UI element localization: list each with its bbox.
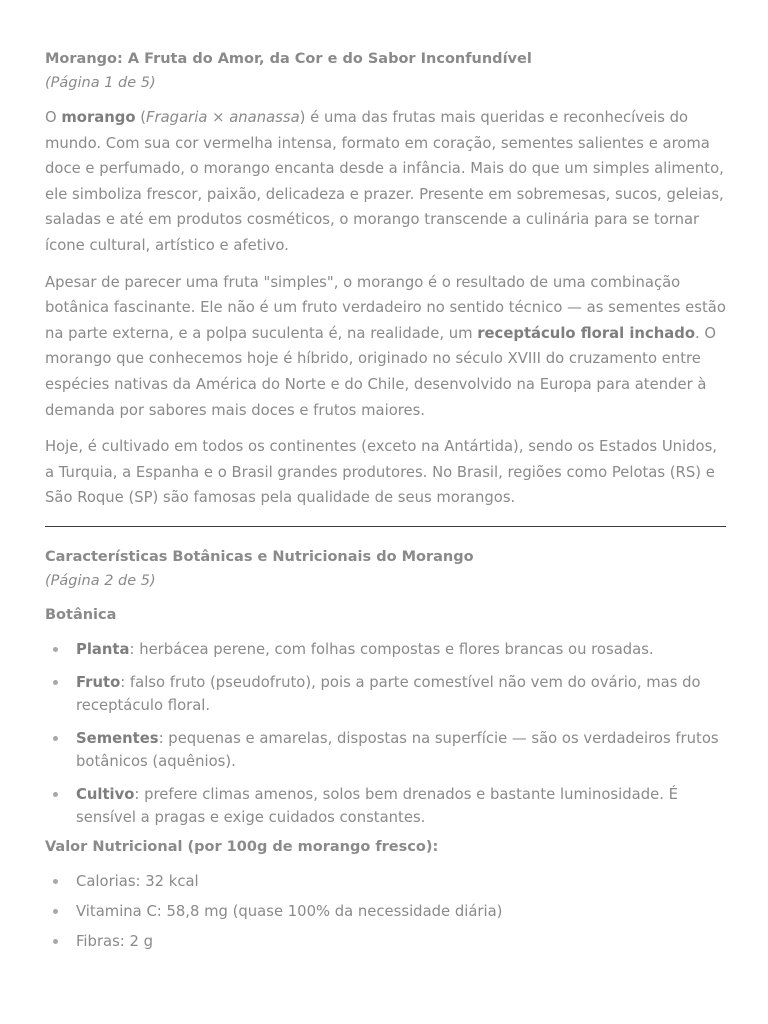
section-divider	[45, 526, 726, 527]
section-2-title: Características Botânicas e Nutricionais do Morango	[45, 548, 474, 565]
list-item: Fruto: falso fruto (pseudofruto), pois a parte comestível não vem do ovário, mas do receptáculo floral.	[45, 671, 726, 717]
intro-paragraph: O morango (Fragaria × ananassa) é uma das frutas mais queridas e reconhecíveis do mundo. Com sua cor vermelha intensa, formato em coração, sementes salientes e aroma doce e perfumado, o morango encanta desde a infância. Mais do que um simples alimento, ele simboliza frescor, paixão, delicadeza e prazer. Presente em sobremesas, sucos, geleias, saladas e até em produtos cosméticos, o morango transcende a culinária para se tornar ícone cultural, artístico e afetivo.	[45, 109, 724, 254]
section-2-page-number: (Página 2 de 5)	[45, 572, 156, 589]
list-item: Sementes: pequenas e amarelas, dispostas na superfície — são os verdadeiros frutos botânicos (aquênios).	[45, 727, 726, 773]
botanical-paragraph: Apesar de parecer uma fruta "simples", o morango é o resultado de uma combinação botânica fascinante. Ele não é um fruto verdadeiro no sentido técnico — as sementes estão na parte externa, e a polpa suculenta é, na realidade, um receptáculo floral inchado. O morango que conhecemos hoje é híbrido, originado no século XVIII do cruzamento entre espécies nativas da América do Norte e do Chile, desenvolvido na Europa para atender à demanda por sabores mais doces e frutos maiores.	[45, 273, 726, 419]
term-morango: morango	[61, 109, 136, 126]
cultivation-paragraph: Hoje, é cultivado em todos os continentes (exceto na Antártida), sendo os Estados Unidos, a Turquia, a Espanha e o Brasil grandes produtores. No Brasil, regiões como Pelotas (RS) e São Roque (SP) são famosas pela qualidade de seus morangos.	[45, 438, 718, 507]
nutrition-heading: Valor Nutricional (por 100g de morango fresco):	[45, 838, 439, 855]
list-item: Vitamina C: 58,8 mg (quase 100% da necessidade diária)	[45, 900, 726, 923]
term-receptaculo: receptáculo floral inchado	[477, 324, 695, 342]
scientific-name: Fragaria × ananassa	[146, 109, 300, 126]
botanica-list	[45, 638, 726, 829]
list-item: Planta: herbácea perene, com folhas compostas e flores brancas ou rosadas.	[45, 638, 726, 661]
botanica-heading: Botânica	[45, 606, 117, 623]
section-1-page-number: (Página 1 de 5)	[45, 75, 156, 91]
list-item: Cultivo: prefere climas amenos, solos bem drenados e bastante luminosidade. É sensível a pragas e exige cuidados constantes.	[45, 783, 726, 829]
list-item: Calorias: 32 kcal	[45, 870, 726, 893]
section-1-title: Morango: A Fruta do Amor, da Cor e do Sabor Inconfundível	[45, 51, 532, 67]
list-item: Fibras: 2 g	[45, 930, 726, 953]
nutrition-list	[45, 870, 726, 953]
